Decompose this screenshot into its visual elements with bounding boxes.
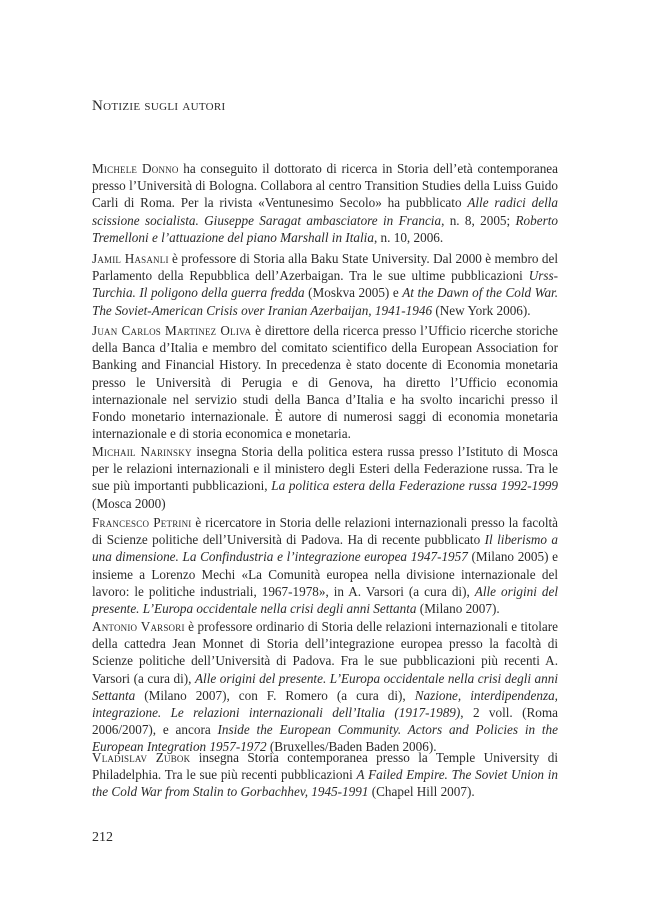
bio-michele-donno [92, 160, 558, 246]
bio-text: (Bruxelles/Baden Baden 2006). [266, 739, 437, 755]
bio-jamil-hasanli [92, 250, 558, 319]
author-name: Michail Narinsky [92, 444, 192, 459]
bio-text: (Milano 2005) e insieme a Lorenzo Mechi «La Comunità europea nella divisione internazionale del lavoro: le politiche industriali, 1967-1978», in A. Varsori (a cura di), [92, 549, 558, 599]
bio-vladislav-zubok [92, 749, 558, 801]
bio-juan-carlos-martinez-oliva [92, 322, 558, 442]
page-number: 212 [92, 830, 113, 845]
bio-title: Alle origini del presente. L’Europa occidentale nella crisi degli anni Settanta [92, 670, 558, 703]
bio-title: Roberto Tremelloni e l’attuazione del piano Marshall in Italia [92, 212, 558, 245]
author-name: Jamil Hasanli [92, 251, 169, 266]
bio-text: (Chapel Hill 2007). [368, 784, 475, 800]
bio-title: Urss-Turchia. Il poligono della guerra fredda [92, 268, 558, 301]
bio-text: , 2 voll. (Roma 2006/2007), e ancora [92, 705, 558, 738]
bio-francesco-petrini [92, 514, 558, 617]
bio-title: Alle origini del presente. L’Europa occidentale nella crisi degli anni Settanta [92, 583, 558, 617]
bio-title: Nazione, interdipendenza, integrazione. Le relazioni internazionali dell’Italia (1917-1989) [92, 687, 558, 721]
bio-text: insegna Storia contemporanea presso la Temple University di Philadelphia. Tra le sue più recenti pubblicazioni [92, 750, 558, 783]
bio-text: , n. 8, 2005; [441, 212, 516, 228]
bio-title: La politica estera della Federazione russa 1992-1999 [271, 478, 558, 494]
bio-title: At the Dawn of the Cold War. The Soviet-American Crisis over Iranian Azerbaijan, 1941-1946 [92, 285, 559, 318]
bio-text: , n. 10, 2006. [373, 229, 444, 245]
bio-text: (Moskva 2005) e [304, 285, 403, 301]
author-name: Juan Carlos Martinez Oliva [92, 323, 252, 338]
bio-antonio-varsori [92, 618, 558, 756]
bio-text: (Milano 2007). [416, 601, 500, 617]
bio-title: Alle radici della scissione socialista. Giuseppe Saragat ambasciatore in Francia [92, 195, 558, 228]
bio-text: è professore di Storia alla Baku State University. Dal 2000 è membro del Parlamento della Repubblica dell’Azerbaigan. Tra le sue ultime pubblicazioni [92, 251, 558, 284]
bio-text: è professore ordinario di Storia delle relazioni internazionali e titolare della cattedra Jean Monnet di Storia dell’integrazione europea presso la facoltà di Scienze politiche dell’Università di Padova. Fra le sue pubblicazioni più recenti A. Varsori (a cura di), [92, 619, 558, 686]
author-name: Michele Donno [92, 161, 179, 176]
bio-text: (New York 2006). [432, 302, 531, 318]
author-name: Antonio Varsori [92, 619, 185, 634]
bio-text: (Mosca 2000) [92, 495, 166, 511]
bio-text: insegna Storia della politica estera russa presso l’Istituto di Mosca per le relazioni internazionali e il ministero degli Esteri della Federazione russa. Tra le sue più importanti pubblicazioni, [92, 444, 558, 494]
bio-title: Inside the European Community. Actors and Policies in the European Integration 1957-1972 [92, 722, 558, 755]
author-name: Francesco Petrini [92, 515, 192, 530]
page-title: Notizie sugli autori [92, 98, 226, 114]
bio-text: (Milano 2007), con F. Romero (a cura di), [135, 687, 415, 703]
author-name: Vladislav Zubok [92, 750, 191, 765]
bio-title: Il liberismo a una dimensione. La Confindustria e l’integrazione europea 1947-1957 [92, 532, 558, 565]
bio-text: è ricercatore in Storia delle relazioni internazionali presso la facoltà di Scienze politiche dell’Università di Padova. Ha di recente pubblicato [92, 515, 558, 548]
bio-title: A Failed Empire. The Soviet Union in the Cold War from Stalin to Gorbachhev, 1945-1991 [92, 767, 559, 800]
bio-text: ha conseguito il dottorato di ricerca in Storia dell’età contemporanea presso l’Università di Bologna. Collabora al centro Transition Studies della Luiss Guido Carli di Roma. Per la rivista «Ventunesimo Secolo» ha pubblicato [92, 161, 559, 211]
bio-text: è direttore della ricerca presso l’Ufficio ricerche storiche della Banca d’Italia e membro del comitato scientifico della European Association for Banking and Financial History. In precedenza è stato docente di Economia monetaria presso le Università di Perugia e di Genova, ha diretto l’Ufficio economia internazionale nel servizio studi della Banca d’Italia e ha svolto incarichi presso il Fondo monetario internazionale. È autore di numerosi saggi di economia monetaria internazionale e di storia economica e monetaria. [92, 323, 558, 442]
bio-michail-narinsky [92, 443, 558, 512]
